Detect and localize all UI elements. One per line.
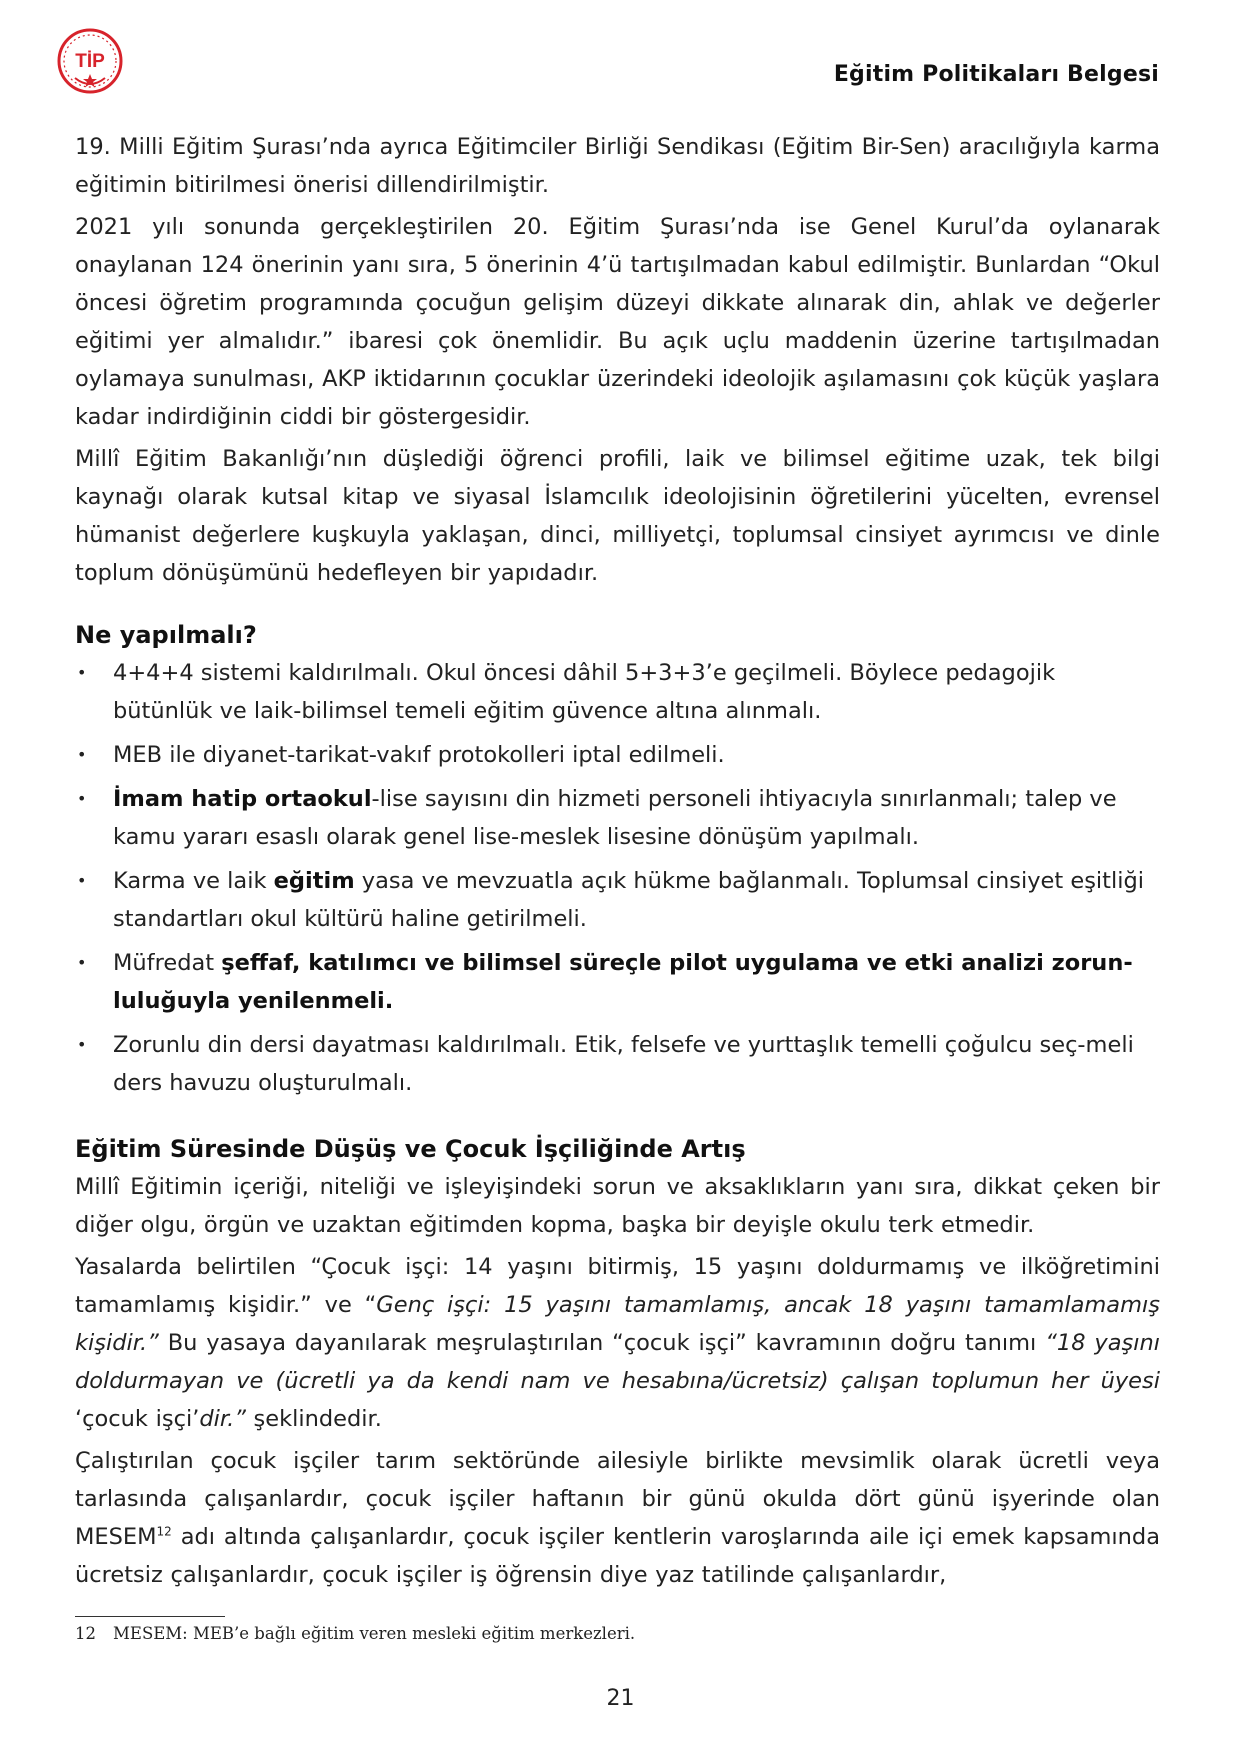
footnote [75,1624,635,1643]
footnote-divider [75,1616,225,1617]
page-number: 21 [606,1686,635,1711]
list-item: • Karma ve laik eğitim yasa ve mevzuatla açık hükme bağlanmalı. Toplumsal cinsiyet eşitliği standartları okul kültürü haline getirilmeli. [75,862,1160,938]
tip-logo [55,26,125,96]
recommendation-list [75,654,1160,1102]
paragraph: Millî Eğitimin içeriği, niteliği ve işleyişindeki sorun ve aksaklıkların yanı sıra, dikkat çeken bir diğer olgu, örgün ve uzaktan eğitimden kopma, başka bir deyişle okulu terk etmedir. [75,1174,1160,1238]
logo-text: TİP [75,51,105,72]
paragraph: 2021 yılı sonunda gerçekleştirilen 20. Eğitim Şurası’nda ise Genel Kurul’da oylanarak onaylanan 124 önerinin yanı sıra, 5 önerinin 4’ü tartışılmadan kabul edilmiştir. Bunlardan “Okul öncesi öğretim programında çocuğun gelişim düzeyi dikkate alınarak din, ahlak ve değerler eğitimi yer almalıdır.” ibaresi çok önemlidir. Bu açık uçlu maddenin üzerine tartışılmadan oylamaya sunulması, AKP iktidarının çocuklar üzerindeki ideolojik aşılamasını çok küçük yaşlara kadar indirdiğinin ciddi bir göstergesidir. [75,214,1160,430]
paragraph: 19. Milli Eğitim Şurası’nda ayrıca Eğitimciler Birliği Sendikası (Eğitim Bir-Sen) aracılığıyla karma eğitimin bitirilmesi önerisi dillendirilmiştir. [75,134,1160,198]
paragraph: Çalıştırılan çocuk işçiler tarım sektöründe ailesiyle birlikte mevsimlik olarak ücretli veya tarlasında çalışanlardır, çocuk işçiler haftanın bir günü okulda dört günü işyerinde olan MESEM$^{12}$ adı altında çalışanlardır, çocuk işçiler kentlerin varoşlarında aile içi emek kapsamında ücretsiz çalışanlardır, çocuk işçiler iş öğrensin diye yaz tatilinde çalışanlardır, [75,1448,1160,1588]
list-item: • Zorunlu din dersi dayatması kaldırılmalı. Etik, felsefe ve yurttaşlık temelli çoğulcu seç-meli ders havuzu oluşturulmalı. [75,1026,1160,1102]
document-title: Eğitim Politikaları Belgesi [833,62,1159,87]
list-item: • MEB ile diyanet-tarikat-vakıf protokolleri iptal edilmeli. [75,736,1160,774]
page-content [75,128,1160,1598]
footnote-number: 12 [75,1624,96,1643]
paragraph: Millî Eğitim Bakanlığı’nın düşlediği öğrenci profili, laik ve bilimsel eğitime uzak, tek bilgi kaynağı olarak kutsal kitap ve siyasal İslamcılık ideolojisinin öğretilerini yücelten, evrensel hümanist değerlere kuşkuyla yaklaşan, dinci, milliyetçi, toplumsal cinsiyet ayrımcısı ve dinle toplum dönüşümünü hedefleyen bir yapıdadır. [75,446,1160,586]
section-heading: Ne yapılmalı? [75,621,257,649]
footnote-text: MESEM: MEB’e bağlı eğitim veren mesleki eğitim merkezleri. [113,1624,636,1643]
list-item: • Müfredat şeffaf, katılımcı ve bilimsel süreçle pilot uygulama ve etki analizi zorun-luluğuyla yenilenmeli. [75,944,1160,1020]
section-heading: Eğitim Süresinde Düşüş ve Çocuk İşçiliğinde Artış [75,1135,746,1163]
list-item: • 4+4+4 sistemi kaldırılmalı. Okul öncesi dâhil 5+3+3’e geçilmeli. Böylece pedagojik bütünlük ve laik-bilimsel temeli eğitim güvence altına alınmalı. [75,654,1160,730]
list-item: • İmam hatip ortaokul-lise sayısını din hizmeti personeli ihtiyacıyla sınırlanmalı; talep ve kamu yararı esaslı olarak genel lise-meslek lisesine dönüşüm yapılmalı. [75,780,1160,856]
paragraph: Yasalarda belirtilen “Çocuk işçi: 14 yaşını bitirmiş, 15 yaşını doldurmamış ve ilköğretimini tamamlamış kişidir.” ve “Genç işçi: 15 yaşını tamamlamış, ancak 18 yaşını tamamlamamış kişidir.” Bu yasaya dayanılarak meşrulaştırılan “çocuk işçi” kavramının doğru tanımı “18 yaşını doldurmayan ve (ücretli ya da kendi nam ve hesabına/ücretsiz) çalışan toplumun her üyesi ‘çocuk işçi’dir.” şeklindedir. [75,1254,1160,1432]
footnote-ref: 12 [156,1524,172,1539]
